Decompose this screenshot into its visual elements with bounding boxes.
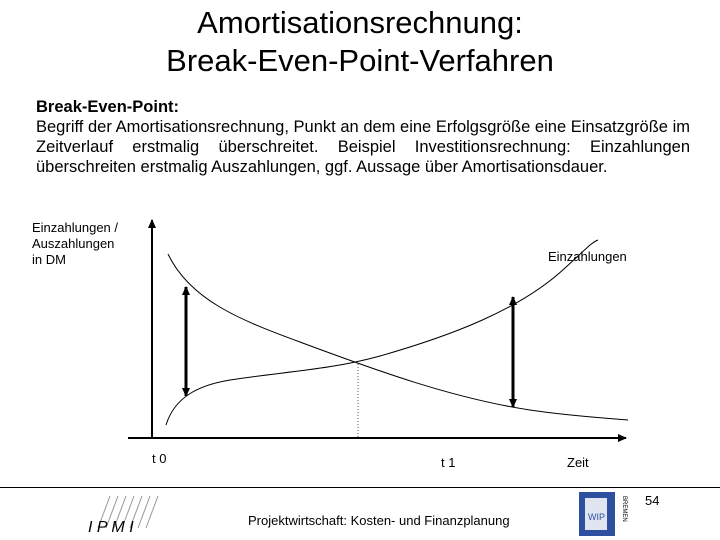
t0-label: t 0 — [152, 451, 167, 466]
bremen-logo-text: BREMEN — [621, 496, 627, 522]
x-axis-label: Zeit — [567, 455, 589, 470]
title-line-1: Amortisationsrechnung: — [197, 5, 523, 40]
wip-logo-text: WIP — [588, 512, 605, 522]
t1-label: t 1 — [441, 455, 456, 470]
y-axis-label: Einzahlungen / Auszahlungen in DM — [32, 220, 119, 267]
ipmi-logo-text: I P M I — [88, 519, 134, 536]
curve-label-einzahlungen: Einzahlungen — [548, 249, 627, 264]
ipmi-logo — [78, 490, 168, 540]
definition-heading: Break-Even-Point: — [36, 98, 180, 116]
auszahlungen-curve — [168, 254, 628, 420]
title-line-2: Break-Even-Point-Verfahren — [166, 43, 554, 78]
footer-course-title: Projektwirtschaft: Kosten- und Finanzplanung — [248, 513, 510, 528]
definition-paragraph: Begriff der Amortisationsrechnung, Punkt an dem eine Erfolgsgröße eine Einsatzgröße im Zeitverlauf erstmalig überschreitet. Beispiel Investitionsrechnung: Einzahlungen überschreiten erstmalig Auszahlungen, ggf. Aussage über Amortisationsdauer. — [36, 118, 690, 176]
einzahlungen-curve — [166, 240, 598, 425]
footer-divider — [0, 487, 720, 488]
page-number: 54 — [645, 493, 660, 508]
wip-bremen-logo — [577, 490, 637, 540]
